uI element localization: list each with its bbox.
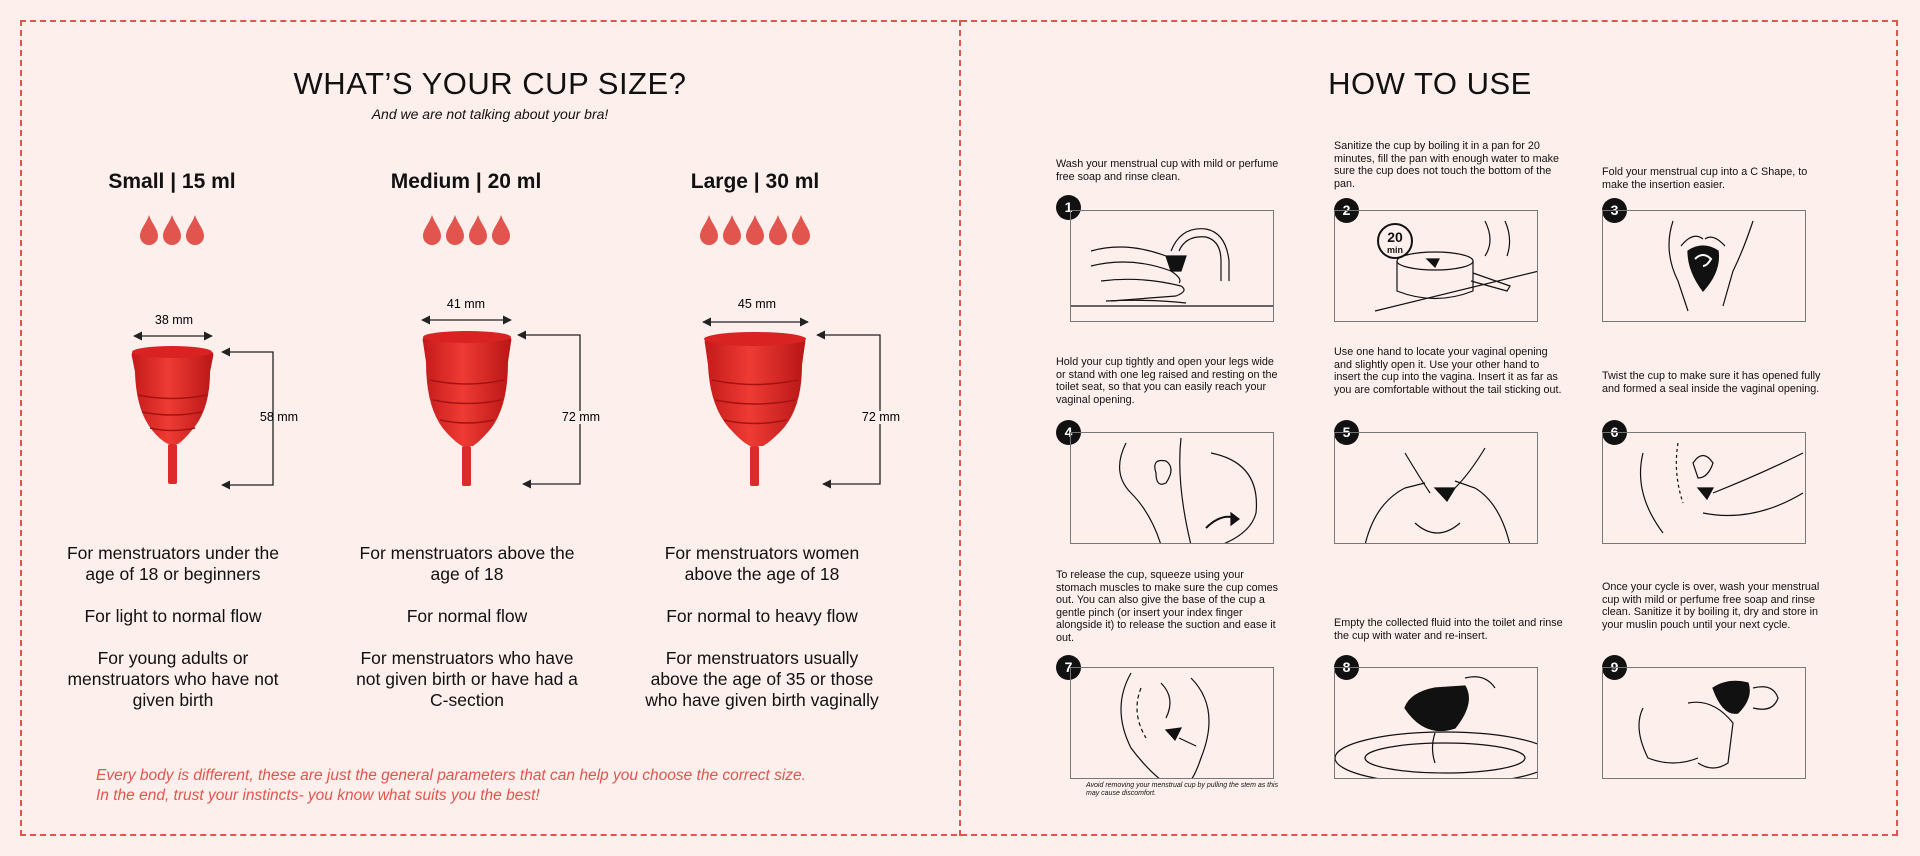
- insertion-illustration: [1334, 432, 1538, 544]
- step-text: Hold your cup tightly and open your legs wide or stand with one leg raised and resting on the toilet seat, so that you can easily reach your vaginal opening.: [1056, 356, 1278, 406]
- cup-size-title: WHAT’S YOUR CUP SIZE?: [293, 66, 687, 101]
- description-line: For young adults or menstruators who have not given birth: [67, 648, 279, 710]
- step-number: 3: [1602, 198, 1627, 223]
- step-number: 8: [1334, 655, 1359, 680]
- size-name: Large | 30 ml: [690, 170, 820, 193]
- step-text: Use one hand to locate your vaginal opening and slightly open it. Use your other hand to insert the cup into the vagina. Insert it as far as you are comfortable without the tail sticking out.: [1334, 346, 1562, 396]
- large-width-label: 45 mm: [737, 297, 777, 311]
- step-text: Fold your menstrual cup into a C Shape, to make the insertion easier.: [1602, 166, 1808, 191]
- size-disclaimer: [96, 766, 916, 806]
- twist-cup-illustration: [1602, 432, 1806, 544]
- step-number: 1: [1056, 195, 1081, 220]
- timer-badge-number: 20: [1387, 229, 1403, 245]
- posture-illustration: [1070, 432, 1274, 544]
- description-line: For menstruators usually above the age of 35 or those who have given birth vaginally: [645, 648, 879, 710]
- small-cup-icon: [132, 346, 214, 484]
- step-number: 6: [1602, 420, 1627, 445]
- description-line: For menstruators who have not given birth or have had a C-section: [356, 648, 578, 710]
- description-line: For light to normal flow: [84, 606, 262, 626]
- description-line: For menstruators above the age of 18: [359, 543, 575, 584]
- disclaimer-line-1: Every body is different, these are just the general parameters that can help you choose the correct size.: [96, 767, 806, 784]
- medium-cup-icon: [423, 331, 512, 486]
- medium-width-label: 41 mm: [446, 297, 486, 311]
- step-number: 4: [1056, 420, 1081, 445]
- description-line: For menstruators women above the age of 18: [664, 543, 860, 584]
- removal-illustration: [1070, 667, 1274, 779]
- large-cup-icon: [704, 332, 806, 486]
- step-text: Sanitize the cup by boiling it in a pan for 20 minutes, fill the pan with enough water to make sure the cup does not touch the bottom of the pan.: [1334, 140, 1560, 190]
- step-number: 5: [1334, 420, 1359, 445]
- description-line: For menstruators under the age of 18 or beginners: [66, 543, 280, 584]
- how-to-use-title: HOW TO USE: [1328, 66, 1532, 101]
- step-number: 7: [1056, 655, 1081, 680]
- medium-description: [347, 543, 587, 732]
- boiling-pan-illustration: [1334, 210, 1538, 322]
- cup-dimension-drawings: [0, 0, 960, 540]
- large-description: [642, 543, 882, 732]
- disclaimer-line-2: In the end, trust your instincts- you know what suits you the best!: [96, 787, 540, 804]
- step-number: 9: [1602, 655, 1627, 680]
- small-description: [53, 543, 293, 732]
- small-height-label: 58 mm: [259, 410, 299, 424]
- large-height-label: 72 mm: [861, 410, 901, 424]
- size-name: Medium | 20 ml: [390, 170, 542, 193]
- size-name: Small | 15 ml: [108, 170, 236, 193]
- step-text: Twist the cup to make sure it has opened fully and formed a seal inside the vaginal opening.: [1602, 370, 1821, 395]
- medium-height-label: 72 mm: [561, 410, 601, 424]
- removal-note: Avoid removing your menstrual cup by pulling the stem as this may cause discomfort.: [1086, 782, 1279, 797]
- step-text: Once your cycle is over, wash your menstrual cup with mild or perfume free soap and rinse clean. Sanitize it by boiling it, dry and store in your muslin pouch until your next cycle.: [1602, 581, 1820, 631]
- description-line: For normal to heavy flow: [666, 606, 858, 626]
- step-text: Empty the collected fluid into the toilet and rinse the cup with water and re-insert.: [1334, 617, 1563, 642]
- step-text: Wash your menstrual cup with mild or perfume free soap and rinse clean.: [1056, 158, 1279, 183]
- small-width-label: 38 mm: [154, 313, 194, 327]
- step-text: To release the cup, squeeze using your stomach muscles to make sure the cup comes out. You can also give the base of the cup a gentle pinch (or insert your index finger alongside it) to release the suction and ease it out.: [1056, 569, 1279, 644]
- pouch-storage-illustration: [1602, 667, 1806, 779]
- handwashing-illustration: [1070, 210, 1274, 322]
- step-number: 2: [1334, 198, 1359, 223]
- timer-badge-unit: min: [1386, 245, 1404, 255]
- description-line: For normal flow: [406, 606, 528, 626]
- cup-size-subtitle: And we are not talking about your bra!: [371, 106, 609, 122]
- folding-cup-illustration: [1602, 210, 1806, 322]
- emptying-cup-illustration: [1334, 667, 1538, 779]
